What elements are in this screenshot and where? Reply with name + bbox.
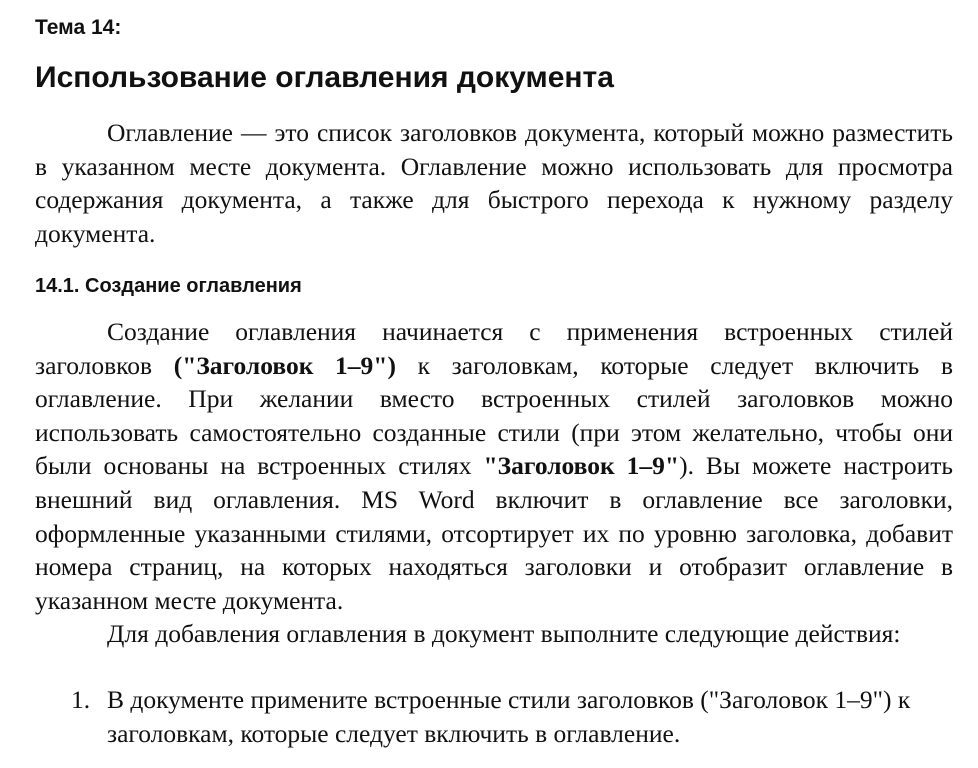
intro-paragraph: Оглавление — это список заголовков документа, который можно разместить в указанном месте документа. Оглавление можно использовать для просмотра содержания документа, а также для быстрого перехода к нужному разделу документа. [35,118,953,248]
paragraph-text: Создание оглавления начинается с применения встроенных стилей заголовков [35,317,953,380]
document-title: Использование оглавления документа [35,61,614,94]
paragraph-text: ). Вы можете настроить внешний вид оглавления. MS Word включит в оглавление все заголовки, оформленные указанными стилями, отсортирует их по уровню заголовка, добавит номера страниц, на которых находяться заголовки и отобразит оглавление в указанном месте документа. [35,451,954,615]
bold-style-name: "Заголовок 1–9" [483,451,680,481]
topic-label: Тема 14: [35,16,122,39]
instructions-paragraph: Для добавления оглавления в документ выполните следующие действия: [107,619,901,648]
paragraph-text: к заголовкам, которые следует включить в оглавление. При желании вместо встроенных стилей заголовков можно использовать самостоятельно созданные стили (при этом желательно, чтобы они были основаны на встроенных стилях [35,350,953,481]
list-item-text: В документе примените встроенные стили заголовков ("Заголовок 1–9") к заголовкам, которые следует включить в оглавление. [107,685,911,748]
section-paragraph [35,315,953,617]
steps-list [35,683,953,750]
bold-style-name: ("Заголовок 1–9") [173,350,396,380]
section-heading: 14.1. Создание оглавления [35,275,302,297]
list-item [35,683,953,750]
list-item-number: 1. [71,685,91,714]
